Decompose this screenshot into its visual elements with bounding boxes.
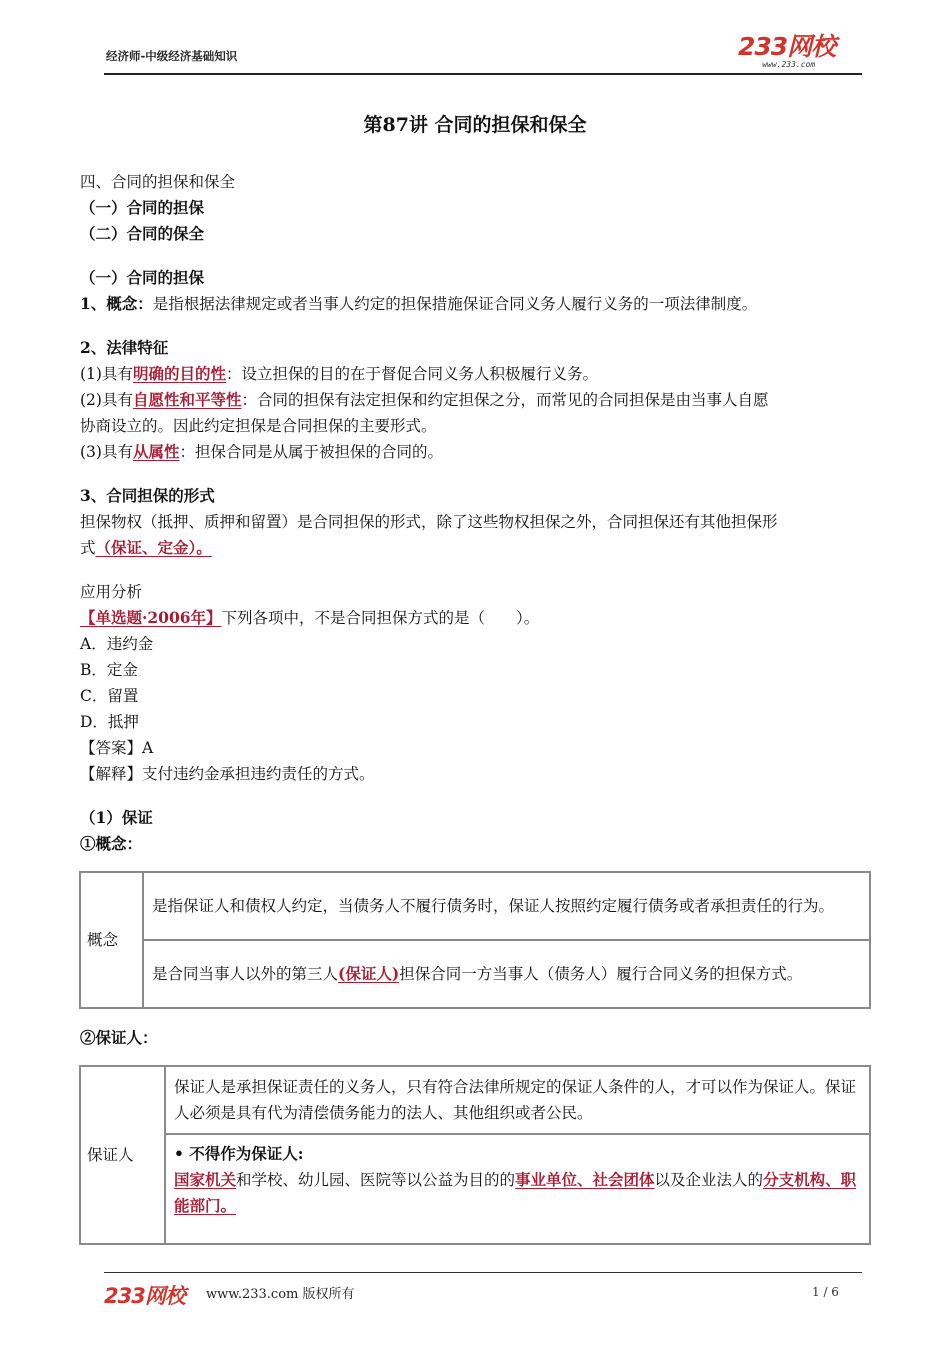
concept-heading: ①概念： [80, 834, 143, 853]
feature-3 [80, 442, 443, 462]
exercise-question-text: 下列各项中，不是合同担保方式的是（ ）。 [221, 609, 540, 627]
footer-copyright: www.233.com 版权所有 [206, 1287, 355, 1302]
explanation: 【解释】支付违约金承担违约责任的方式。 [80, 765, 375, 783]
option-a: A．违约金 [80, 635, 154, 653]
not-guarantor-key-1: 国家机关 [174, 1170, 237, 1189]
outline-heading: 四、合同的担保和保全 [80, 173, 236, 191]
option-d: D．抵押 [80, 713, 139, 731]
concept-table-row-2 [143, 940, 870, 1008]
guarantor-table-label: 保证人 [80, 1066, 165, 1244]
exercise-question [80, 608, 539, 628]
forms-text-2 [80, 538, 212, 558]
feature-3-key: 从属性 [132, 442, 180, 461]
features-heading: 2、法律特征 [80, 338, 169, 357]
outline-item-1: （一）合同的担保 [80, 198, 205, 217]
header-subject: 经济师-中级经济基础知识 [106, 49, 238, 63]
forms-text: 担保物权（抵押、质押和留置）是合同担保的形式，除了这些物权担保之外，合同担保还有其他担保形 [80, 513, 778, 531]
logo-url: www.233.com [762, 60, 816, 69]
exercise-label: 应用分析 [80, 583, 143, 601]
not-guarantor-key-2: 事业单位、社会团体 [515, 1170, 655, 1189]
forms-key: （保证、定金）。 [95, 538, 212, 557]
concept-table [79, 871, 871, 1009]
feature-2-text: ：合同的担保有法定担保和约定担保之分，而常见的合同担保是由当事人自愿 [241, 391, 769, 409]
concept-label: 1、概念： [80, 294, 153, 313]
feature-1-text: ：设立担保的目的在于督促合同义务人积极履行义务。 [225, 365, 598, 383]
outline-item-2: （二）合同的保全 [80, 224, 205, 243]
logo-text: 233网校 [738, 32, 836, 61]
header-divider [104, 73, 862, 75]
not-guarantor-title: • 不得作为保证人: [174, 1144, 304, 1163]
guarantor-heading: ②保证人： [80, 1028, 158, 1047]
brand-logo [738, 34, 835, 69]
feature-2-cont: 协商设立的。因此约定担保是合同担保的主要形式。 [80, 417, 437, 435]
not-guarantor-key-3: 分支机构、职能部门。 [174, 1170, 857, 1215]
forms-heading: 3、合同担保的形式 [80, 486, 215, 505]
concept-row2-key: (保证人) [338, 964, 400, 983]
guarantee-heading: （1）保证 [80, 808, 153, 827]
footer-logo: 233网校 [104, 1284, 185, 1308]
feature-2 [80, 390, 769, 410]
footer-divider [104, 1272, 862, 1273]
feature-2-key: 自愿性和平等性 [132, 390, 242, 409]
feature-1-key: 明确的目的性 [132, 364, 226, 383]
feature-2-prefix: (2)具有 [80, 391, 133, 409]
section-heading: （一）合同的担保 [80, 268, 205, 287]
guarantor-table [79, 1065, 871, 1245]
exercise-tag: 【单选题·2006年】 [80, 608, 222, 627]
concept-text: 是指根据法律规定或者当事人约定的担保措施保证合同义务人履行义务的一项法律制度。 [152, 295, 758, 313]
feature-3-text: ：担保合同是从属于被担保的合同的。 [179, 443, 443, 461]
not-guarantor-text-1: 和学校、幼儿园、医院等以公益为目的的 [236, 1171, 516, 1189]
page-title: 第87讲 合同的担保和保全 [363, 114, 587, 136]
option-b: B．定金 [80, 661, 138, 679]
forms-prefix: 式 [80, 539, 96, 557]
guarantor-table-row-1: 保证人是承担保证责任的义务人，只有符合法律所规定的保证人条件的人，才可以作为保证人。保证人必须是具有代为清偿债务能力的法人、其他组织或者公民。 [165, 1066, 870, 1134]
feature-1-prefix: (1)具有 [80, 365, 133, 383]
concept-row2-text-a: 是合同当事人以外的第三人 [152, 965, 339, 983]
concept-table-row-1: 是指保证人和债权人约定，当债务人不履行债务时，保证人按照约定履行债务或者承担责任的行为。 [143, 872, 870, 940]
not-guarantor-text [174, 1167, 861, 1219]
concept-line [80, 294, 757, 314]
answer: 【答案】A [80, 739, 154, 757]
option-c: C．留置 [80, 687, 139, 705]
concept-table-label: 概念 [80, 872, 143, 1008]
feature-1 [80, 364, 598, 384]
guarantor-table-row-2 [165, 1134, 870, 1244]
concept-row2-text-b: 担保合同一方当事人（债务人）履行合同义务的担保方式。 [399, 965, 803, 983]
page-number: 1 / 6 [812, 1285, 839, 1299]
not-guarantor-text-2: 以及企业法人的 [654, 1171, 764, 1189]
feature-3-prefix: (3)具有 [80, 443, 133, 461]
